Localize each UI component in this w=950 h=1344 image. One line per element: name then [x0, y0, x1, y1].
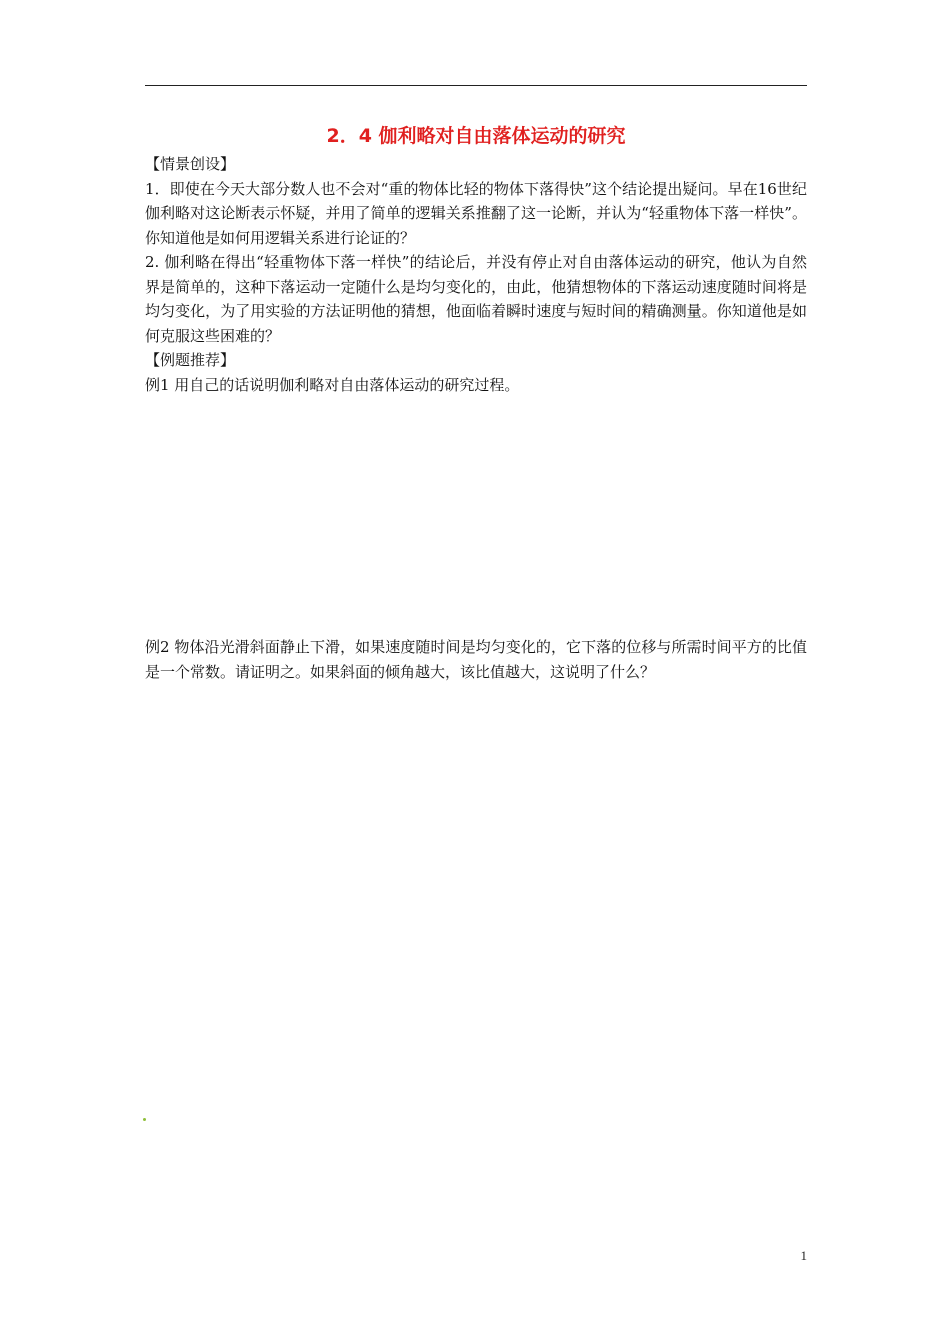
answer-space-1 [145, 397, 807, 635]
question-2: 2. 伽利略在得出“轻重物体下落一样快”的结论后，并没有停止对自由落体运动的研究，他认为自然界是简单的，这种下落运动一定随什么是均匀变化的，由此，他猜想物体的下落运动速度随时间将是均匀变化，为了用实验的方法证明他的猜想，他面临着瞬时速度与短时间的精确测量。你知道他是如何克服这些困难的？ [145, 253, 807, 345]
document-body [145, 122, 807, 684]
example-1: 例1 用自己的话说明伽利略对自由落体运动的研究过程。 [145, 375, 520, 394]
document-title: 2．4 伽利略对自由落体运动的研究 [326, 125, 626, 147]
header-rule [145, 85, 807, 86]
page-number: 1 [800, 1248, 807, 1263]
question-1: 1．即使在今天大部分数人也不会对“重的物体比轻的物体下落得快”这个结论提出疑问。早在16世纪伽利略对这论断表示怀疑，并用了简单的逻辑关系推翻了这一论断，并认为“轻重物体下落一样快”。你知道他是如何用逻辑关系进行论证的？ [145, 179, 807, 247]
section-heading-examples: 【例题推荐】 [145, 351, 236, 369]
decorative-dot [143, 1118, 146, 1121]
section-heading-scenario: 【情景创设】 [145, 155, 236, 173]
example-2: 例2 物体沿光滑斜面静止下滑，如果速度随时间是均匀变化的，它下落的位移与所需时间平方的比值是一个常数。请证明之。如果斜面的倾角越大，该比值越大，这说明了什么？ [145, 638, 807, 681]
